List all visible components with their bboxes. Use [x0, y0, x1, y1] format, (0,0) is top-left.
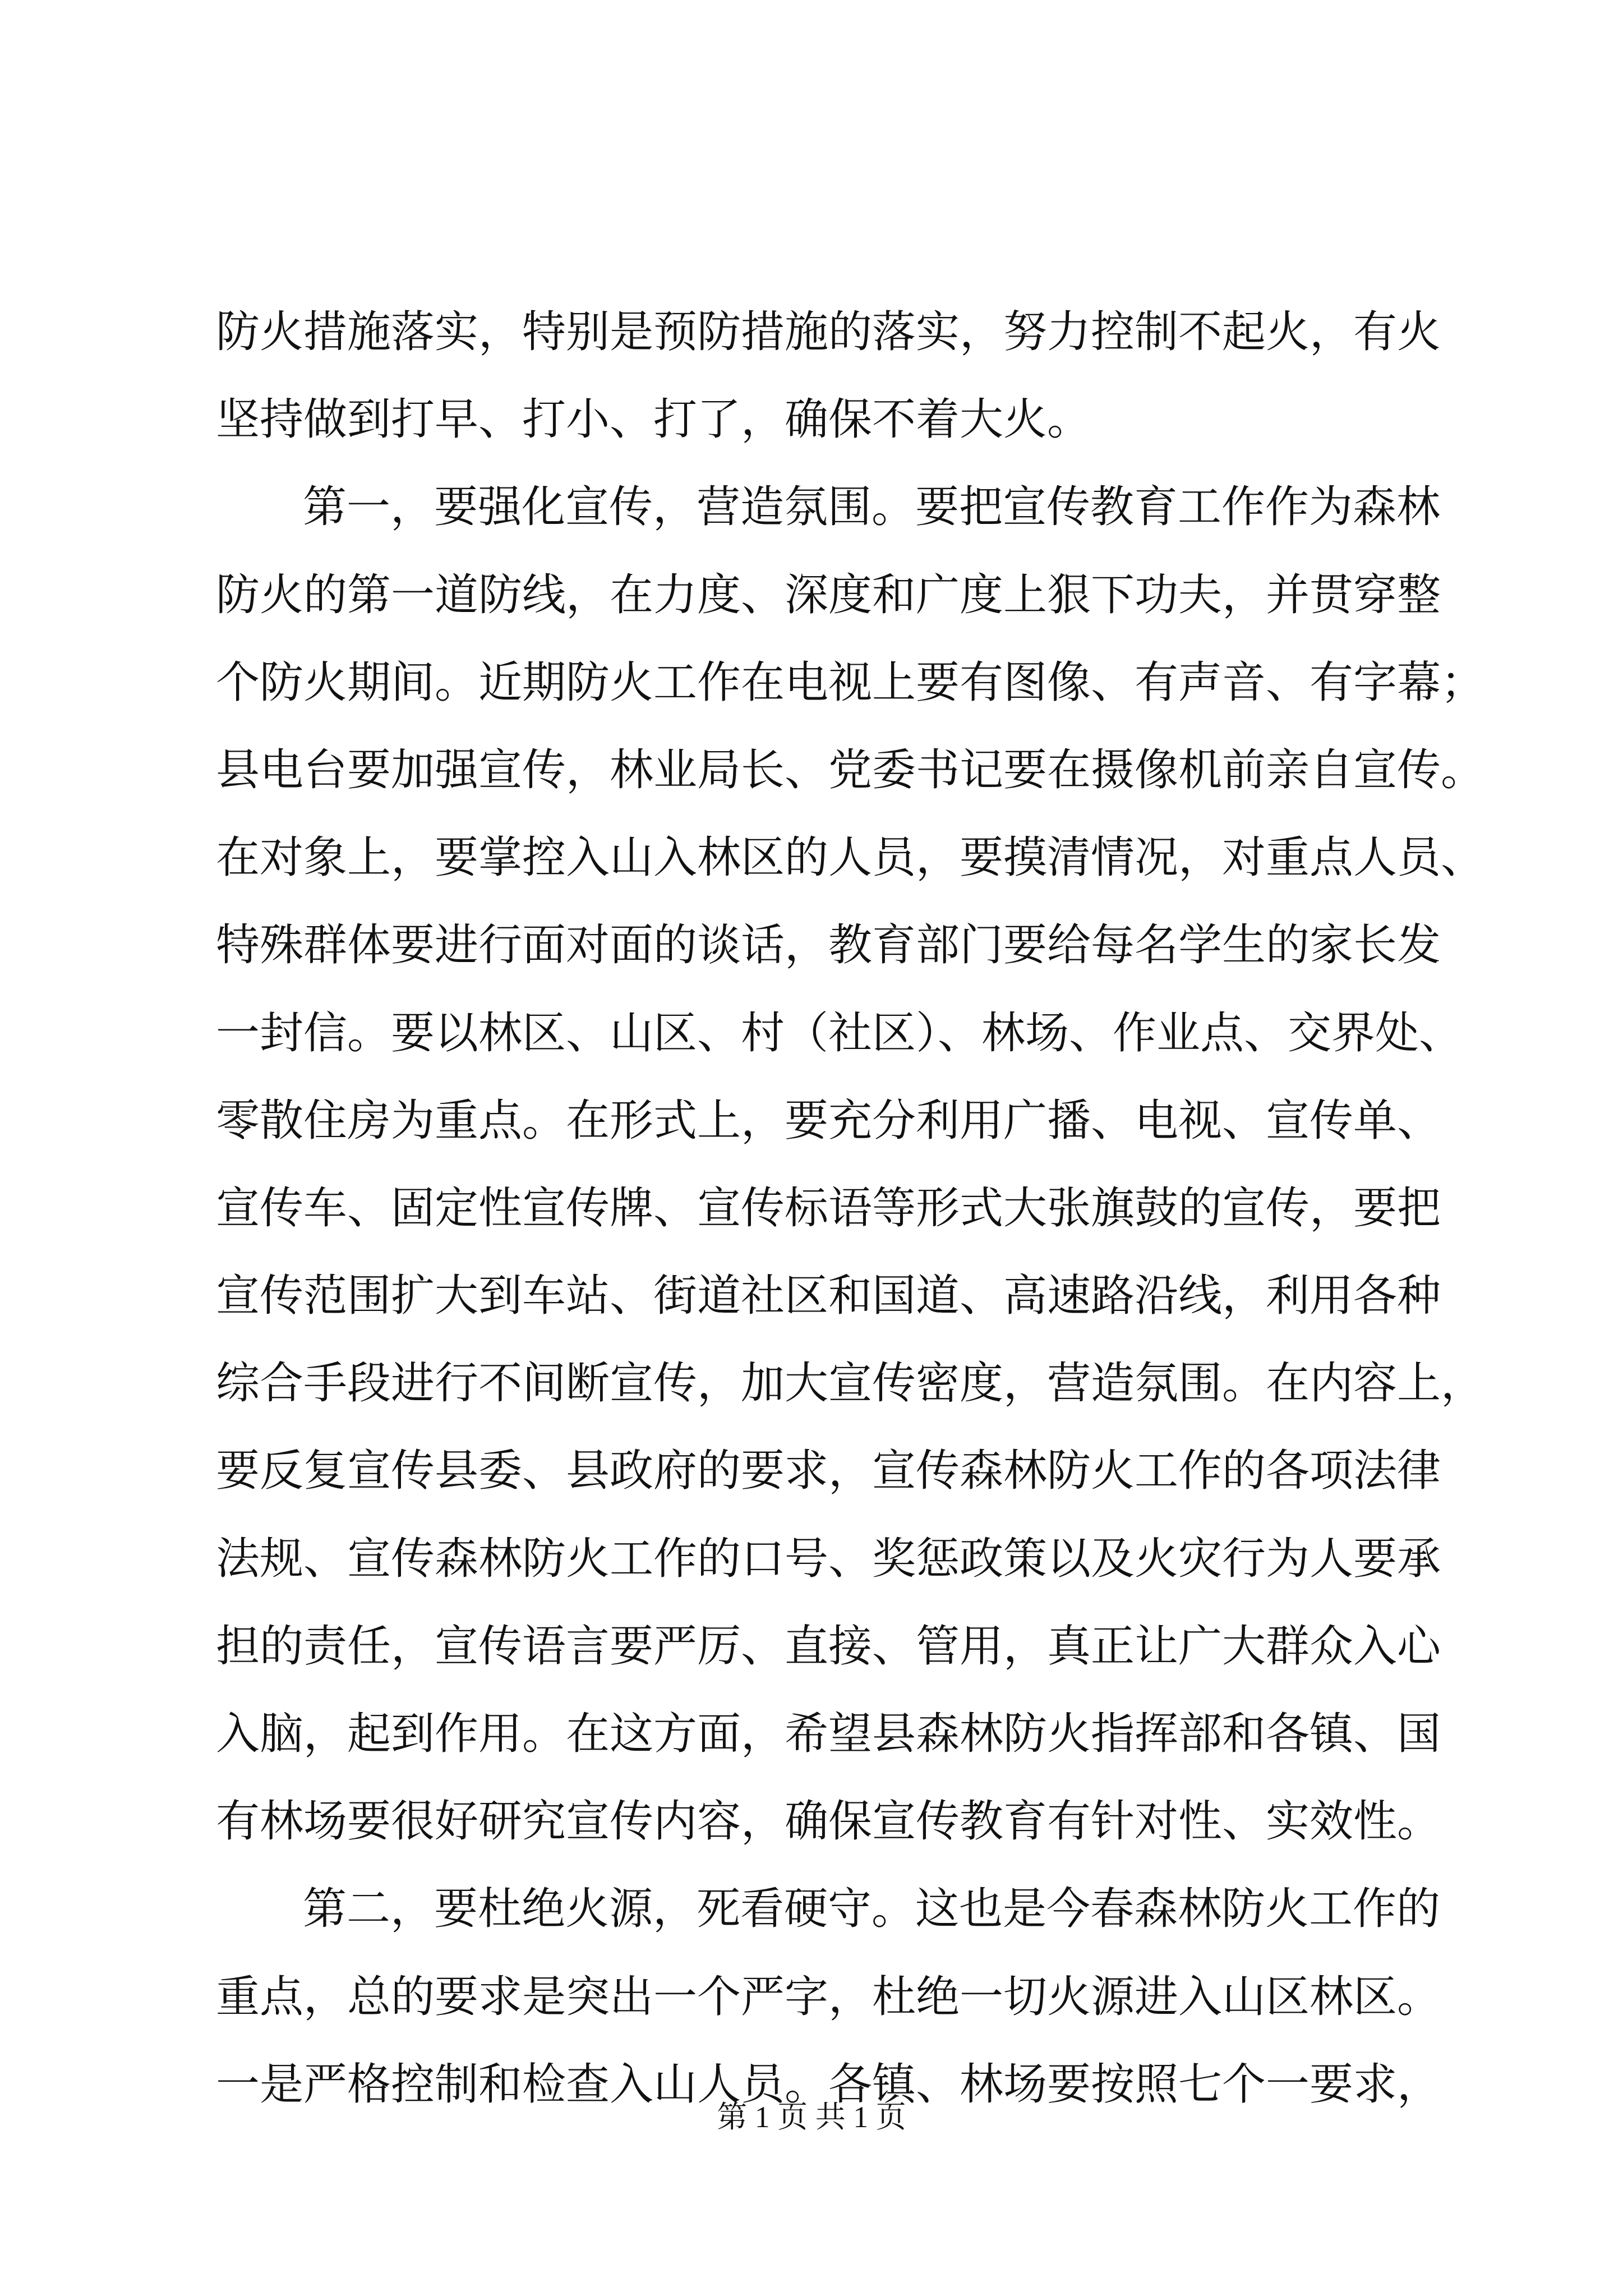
- text-line: 一封信。要以林区、山区、村（社区）、林场、作业点、交界处、: [216, 1007, 1463, 1059]
- text-line: 有林场要很好研究宣传内容，确保宣传教育有针对性、实效性。: [216, 1796, 1441, 1847]
- text-line: 在对象上，要掌控入山入林区的人员，要摸清情况，对重点人员、: [216, 832, 1485, 884]
- text-line: 重点，总的要求是突出一个严字，杜绝一切火源进入山区林区。: [216, 1971, 1441, 2022]
- text-line: 入脑，起到作用。在这方面，希望县森林防火指挥部和各镇、国: [216, 1709, 1441, 1759]
- text-line: 法规、宣传森林防火工作的口号、奖惩政策以及火灾行为人要承: [216, 1533, 1441, 1584]
- text-line: 宣传车、固定性宣传牌、宣传标语等形式大张旗鼓的宣传，要把: [216, 1182, 1441, 1234]
- text-line: 宣传范围扩大到车站、街道社区和国道、高速路沿线，利用各种: [216, 1271, 1441, 1322]
- text-line: 防火措施落实，特别是预防措施的落实，努力控制不起火，有火: [216, 307, 1441, 357]
- text-line: 坚持做到打早、打小、打了，确保不着大火。: [216, 394, 1091, 445]
- text-line: 零散住房为重点。在形式上，要充分利用广播、电视、宣传单、: [216, 1095, 1441, 1146]
- text-line: 综合手段进行不间断宣传，加大宣传密度，营造氛围。在内容上，: [216, 1358, 1485, 1409]
- text-line: 一是严格控制和检查入山人员。各镇、林场要按照七个一要求，: [216, 2059, 1441, 2110]
- document-body: [216, 288, 1485, 2128]
- text-line: 特殊群体要进行面对面的谈话，教育部门要给每名学生的家长发: [216, 920, 1441, 971]
- text-line: 防火的第一道防线，在力度、深度和广度上狠下功夫，并贯穿整: [216, 569, 1441, 620]
- text-line: 要反复宣传县委、县政府的要求，宣传森林防火工作的各项法律: [216, 1446, 1441, 1497]
- paragraph-first-line: 第二，要杜绝火源，死看硬守。这也是今春森林防火工作的: [303, 1884, 1441, 1935]
- text-line: 个防火期间。近期防火工作在电视上要有图像、有声音、有字幕；: [216, 657, 1485, 708]
- paragraph-first-line: 第一，要强化宣传，营造氛围。要把宣传教育工作作为森林: [303, 482, 1441, 533]
- text-line: 担的责任，宣传语言要严厉、直接、管用，真正让广大群众入心: [216, 1621, 1441, 1672]
- text-line: 县电台要加强宣传，林业局长、党委书记要在摄像机前亲自宣传。: [216, 744, 1485, 795]
- page-footer: 第 1 页 共 1 页: [717, 2100, 906, 2134]
